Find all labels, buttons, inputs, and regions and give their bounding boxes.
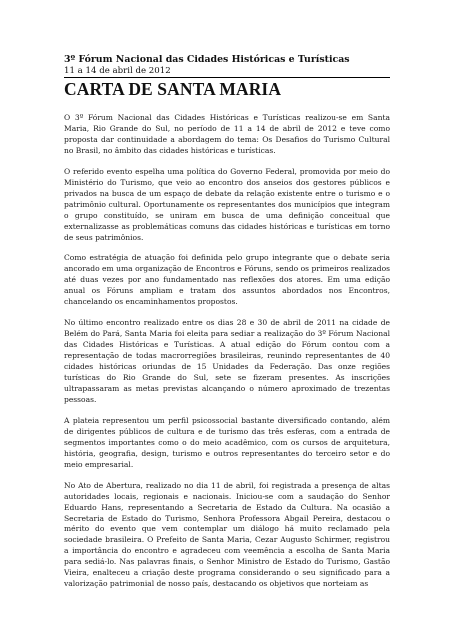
paragraph-context: O referido evento espelha uma política do Governo Federal, promovida por meio do Ministério do Turismo, que veio ao encontro dos anseios dos gestores públicos e privados na busca de um espaço de debate da relação existente entre o turismo e o patrimônio cultural. Oportunamente os representantes dos municípios que integram o grupo constituído, se uniram em busca de uma definição conceitual que externalizasse as problemáticas comuns das cidades históricas e turísticas em torno de seus patrimônios. — [64, 166, 390, 242]
paragraph-strategy: Como estratégia de atuação foi definida pelo grupo integrante que o debate seria ancorado em uma organização de Encontros e Fóruns, sendo os primeiros realizados até duas vezes por ano fundamentado nas reflexões dos atores. Em uma edição anual os Fóruns ampliam e tratam dos assuntos abordados nos Encontros, chancelando os encaminhamentos propostos. — [64, 253, 390, 307]
header-rule — [64, 77, 390, 78]
event-title: 3º Fórum Nacional das Cidades Históricas e Turísticas — [64, 54, 350, 65]
document-page — [64, 54, 390, 590]
paragraph-last-meeting: No último encontro realizado entre os dias 28 e 30 de abril de 2011 na cidade de Belém do Pará, Santa Maria foi eleita para sediar a realização do 3º Fórum Nacional das Cidades Históricas e Turísticas. A atual edição do Fórum contou com a representação de todas macrorregiões brasileiras, reunindo representantes de 40 cidades históricas oriundas de 15 Unidades da Federação. Das onze regiões turísticas do Rio Grande do Sul, sete se fizeram presentes. As inscrições ultrapassaram as metas previstas alcançando o número aproximado de trezentas pessoas. — [64, 318, 390, 404]
paragraph-opening: No Ato de Abertura, realizado no dia 11 de abril, foi registrada a presença de altas autoridades locais, regionais e nacionais. Iniciou-se com a saudação do Senhor Eduardo Hans, representando a Secretaria de Estado da Cultura. Na ocasião a Secretaria de Estado do Turismo, Senhora Professora Abgail Pereira, destacou o mérito do evento que vem contemplar um diálogo há muito reclamado pela sociedade brasileira. O Prefeito de Santa Maria, Cezar Augusto Schirmer, registrou a importância do encontro e agradeceu com veemência a escolha de Santa Maria para sediá-lo. Nas palavras finais, o Senhor Ministro de Estado do Turismo, Gastão Vieira, enalteceu a criação deste programa considerando o seu significado para a valorização patrimonial de nosso país, destacando os objetivos que norteiam as — [64, 480, 390, 589]
event-date: 11 a 14 de abril de 2012 — [64, 66, 171, 76]
paragraph-audience: A plateia representou um perfil psicossocial bastante diversificado contando, além de dirigentes públicos de cultura e de turismo das três esferas, com a entrada de segmentos importantes como o do meio acadêmico, com os cursos de arquitetura, história, geografia, design, turismo e outros representantes do terceiro setor e do meio empresarial. — [64, 415, 390, 469]
paragraph-intro: O 3º Fórum Nacional das Cidades Históricas e Turísticas realizou-se em Santa Maria, Rio Grande do Sul, no período de 11 a 14 de abril de 2012 e teve como proposta dar continuidade a abordagem do tema: Os Desafios do Turismo Cultural no Brasil, no âmbito das cidades históricas e turísticas. — [64, 113, 390, 155]
document-title: CARTA DE SANTA MARIA — [64, 79, 282, 99]
